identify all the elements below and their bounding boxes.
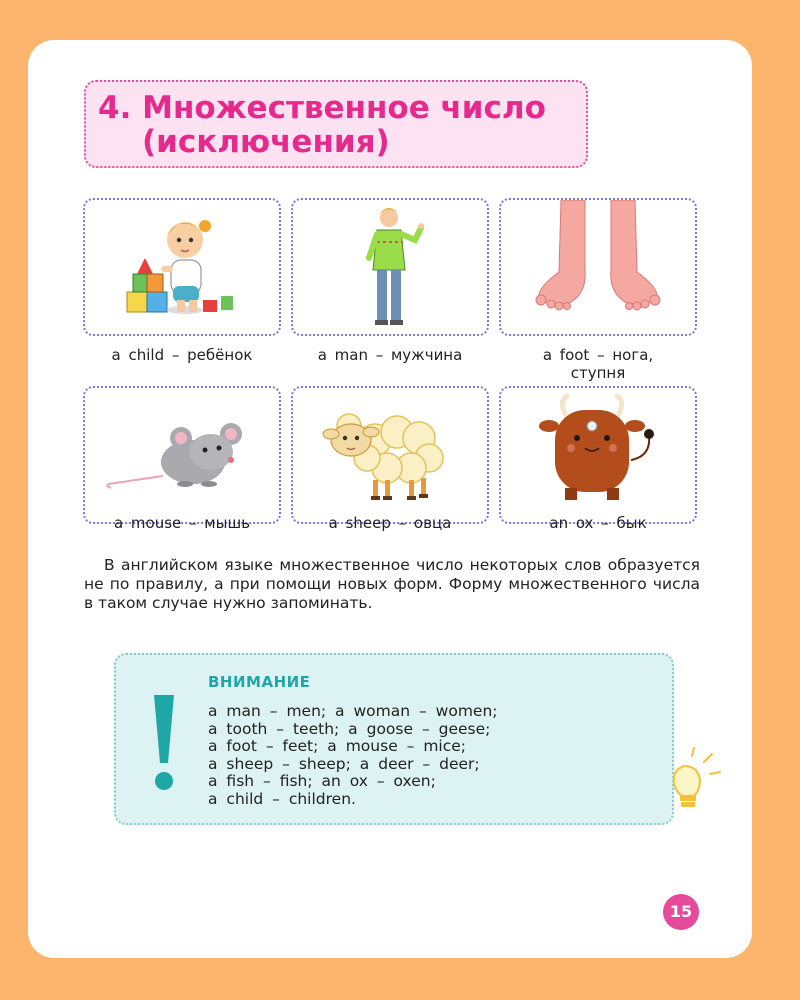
- attention-line: a fish – fish; an ox – oxen;: [208, 772, 436, 790]
- exclamation-icon: [146, 691, 182, 795]
- attention-box: [114, 653, 674, 825]
- explanation-paragraph: [84, 556, 700, 613]
- caption-ox: an ox – бык: [549, 514, 647, 532]
- card-man: [291, 198, 489, 336]
- caption-mouse: a mouse – мышь: [113, 514, 251, 532]
- card-child: [83, 198, 281, 336]
- child-icon: [85, 200, 279, 334]
- attention-line: a man – men; a woman – women;: [208, 702, 498, 720]
- card-foot: [499, 198, 697, 336]
- mouse-icon: [85, 388, 279, 522]
- page-number: 15: [663, 894, 699, 930]
- explanation-text: В английском языке множественное число некоторых слов образуется не по правилу, а при помощи новых форм. Форму множественного числа в таком случае нужно запоминать.: [84, 556, 700, 612]
- attention-line: a sheep – sheep; a deer – deer;: [208, 754, 480, 773]
- card-ox: [499, 386, 697, 524]
- attention-line: a foot – feet; a mouse – mice;: [208, 737, 467, 755]
- lightbulb-icon: [666, 746, 724, 814]
- caption-man: a man – мужчина: [317, 346, 463, 364]
- ox-icon: [501, 388, 695, 522]
- caption-sheep: a sheep – овца: [328, 514, 452, 532]
- page-title-line1: 4. Множественное число: [98, 90, 546, 126]
- caption-foot: a foot – нога, ступня: [542, 346, 654, 382]
- attention-title: ВНИМАНИЕ: [208, 673, 311, 691]
- man-icon: [293, 200, 487, 334]
- caption-child: a child – ребёнок: [111, 346, 253, 364]
- title-box: [84, 80, 588, 168]
- feet-icon: [501, 200, 695, 334]
- card-mouse: [83, 386, 281, 524]
- sheep-icon: [293, 388, 487, 522]
- card-sheep: [291, 386, 489, 524]
- attention-line: a tooth – teeth; a goose – geese;: [208, 719, 491, 738]
- page-title-line2: (исключения): [142, 124, 390, 160]
- attention-list: [208, 703, 498, 808]
- attention-line: a child – children.: [208, 789, 356, 808]
